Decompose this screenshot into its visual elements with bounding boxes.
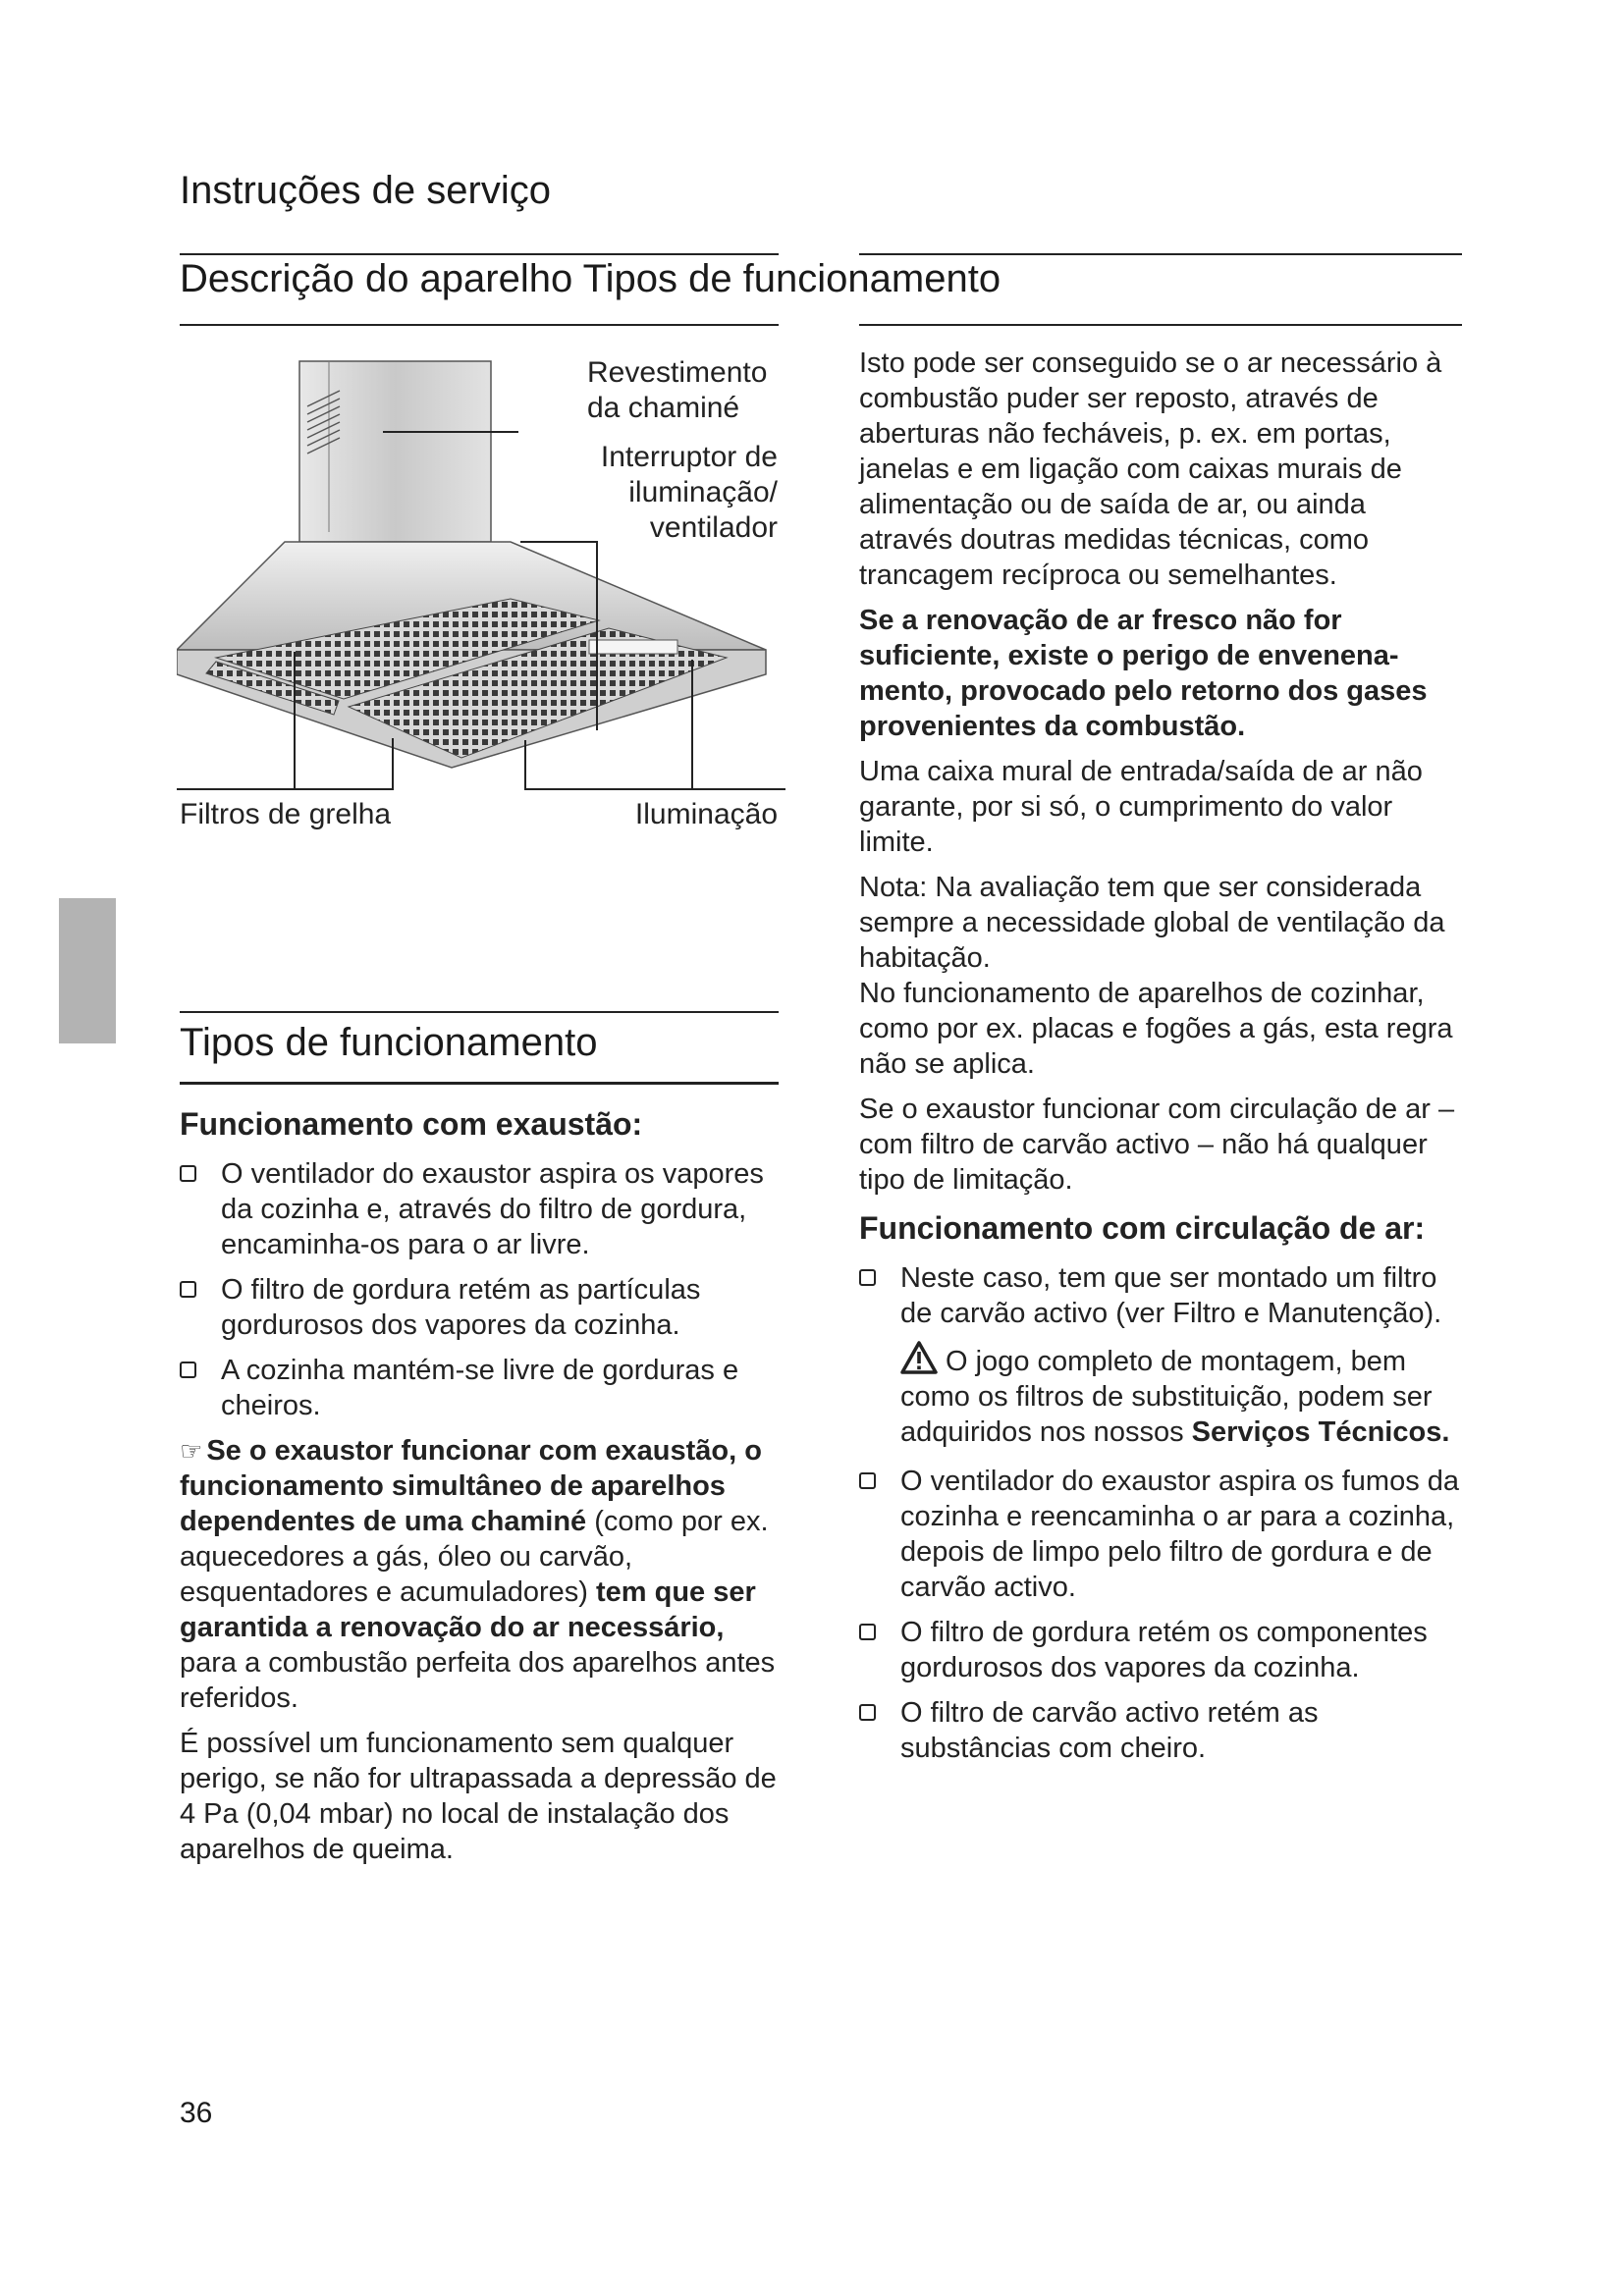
note-bold-servicos: Serviços Técnicos.	[1191, 1416, 1450, 1448]
label-filtros-de-grelha: Filtros de grelha	[180, 798, 392, 830]
list-item-text: O ventilador do exaustor aspira os vapores da cozinha e, através do filtro de gordura, encaminha-os para o ar livre.	[221, 1158, 764, 1260]
right-paragraph-5: No funcionamento de aparelhos de cozinhar, como por ex. placas e fogões a gás, esta regra não se aplica.	[859, 978, 1453, 1080]
warning-paragraph	[180, 1433, 779, 1716]
section-rule-right	[859, 324, 1462, 326]
label-interruptor-line3: ventilador	[649, 511, 778, 544]
left-column	[180, 1105, 779, 1877]
label-interruptor-line1: Interruptor de	[600, 441, 778, 473]
label-revestimento-line2: da chaminé	[587, 392, 740, 424]
danger-warning-text: Se a renovação de ar fresco não for suficiente, existe o perigo de envenena-mento, provocado pelo retorno dos gases provenientes da combustão.	[859, 605, 1428, 742]
list-item-text: Neste caso, tem que ser montado um filtro de carvão activo (ver Filtro e Manutenção).	[900, 1262, 1442, 1329]
list-item	[180, 1156, 779, 1262]
right-paragraph-4: Nota: Na avaliação tem que ser considerada sempre a necessidade global de ventilação da habitação.	[859, 872, 1445, 974]
section-rule-left	[180, 324, 779, 326]
circulacao-list	[859, 1260, 1462, 1331]
right-paragraph-3: Uma caixa mural de entrada/saída de ar não garante, por si só, o cumprimento do valor limite.	[859, 756, 1423, 858]
list-item	[859, 1464, 1462, 1605]
checkbox-bullet-icon	[180, 1281, 196, 1298]
side-tab-marker	[59, 898, 116, 1043]
right-column	[859, 346, 1462, 1776]
label-iluminacao: Iluminação	[634, 798, 778, 830]
list-item	[180, 1353, 779, 1423]
warning-text-2: para a combustão perfeita dos aparelhos antes referidos.	[180, 1647, 776, 1714]
right-paragraph-2-bold	[859, 603, 1462, 744]
label-revestimento-line1: Revestimento	[587, 356, 768, 389]
checkbox-bullet-icon	[859, 1269, 876, 1286]
page-number: 36	[180, 2097, 213, 2129]
warning-triangle-icon	[900, 1341, 938, 1374]
circulacao-list-2	[859, 1464, 1462, 1766]
tipos-rule-bottom	[180, 1082, 779, 1085]
possivel-paragraph: É possível um funcionamento sem qualquer perigo, se não for ultrapassada a depressão de 4 Pa (0,04 mbar) no local de instalação dos aparelhos de queima.	[180, 1728, 777, 1865]
header-rule-right	[859, 253, 1462, 255]
tipos-title: Tipos de funcionamento	[180, 1021, 598, 1064]
right-paragraph-1: Isto pode ser conseguido se o ar necessário à combustão puder ser reposto, através de aberturas não fecháveis, p. ex. em portas, janelas e em ligação com caixas murais de alimentação ou de saída de ar, ou ainda através doutras medidas técnicas, como trancagem recíproca ou semelhantes.	[859, 347, 1442, 591]
page-header-title: Instruções de serviço	[180, 169, 551, 212]
pointing-hand-icon: ☞	[180, 1436, 203, 1466]
exaustao-heading: Funcionamento com exaustão:	[180, 1106, 643, 1142]
right-paragraph-6: Se o exaustor funcionar com circulação de ar – com filtro de carvão activo – não há qualquer tipo de limitação.	[859, 1094, 1455, 1196]
checkbox-bullet-icon	[180, 1362, 196, 1378]
note-text: O jogo completo de montagem, bem como os filtros de substituição, podem ser adquiridos nos nossos	[900, 1346, 1433, 1448]
list-item-text: O filtro de gordura retém as partículas gordurosos dos vapores da cozinha.	[221, 1274, 701, 1341]
checkbox-bullet-icon	[859, 1624, 876, 1640]
section-title: Descrição do aparelho Tipos de funcionamento	[180, 257, 1001, 300]
list-item-text: A cozinha mantém-se livre de gorduras e cheiros.	[221, 1355, 739, 1421]
checkbox-bullet-icon	[180, 1165, 196, 1182]
list-item	[859, 1260, 1462, 1331]
list-item	[859, 1695, 1462, 1766]
list-item-text: O filtro de gordura retém os componentes gordurosos dos vapores da cozinha.	[900, 1617, 1428, 1683]
checkbox-bullet-icon	[859, 1472, 876, 1489]
label-interruptor-line2: iluminação/	[628, 476, 778, 508]
warning-bold-2: tem que ser garantida a renovação do ar necessário,	[180, 1576, 756, 1643]
checkbox-bullet-icon	[859, 1704, 876, 1721]
exaustao-list	[180, 1156, 779, 1423]
list-item	[180, 1272, 779, 1343]
list-item-text: O ventilador do exaustor aspira os fumos da cozinha e reencaminha o ar para a cozinha, depois de limpo pelo filtro de gordura e de carvão activo.	[900, 1466, 1460, 1603]
warning-text-1: (como por ex. aquecedores a gás, óleo ou carvão, esquentadores e acumuladores)	[180, 1506, 769, 1608]
list-item	[859, 1615, 1462, 1685]
header-rule-left	[180, 253, 779, 255]
warning-bold-1: Se o exaustor funcionar com exaustão, o funcionamento simultâneo de aparelhos dependentes de uma chaminé	[180, 1435, 762, 1537]
circulacao-heading: Funcionamento com circulação de ar:	[859, 1210, 1426, 1246]
tipos-rule-top	[180, 1011, 779, 1013]
note-block	[859, 1341, 1462, 1450]
list-item-text: O filtro de carvão activo retém as substâncias com cheiro.	[900, 1697, 1319, 1764]
